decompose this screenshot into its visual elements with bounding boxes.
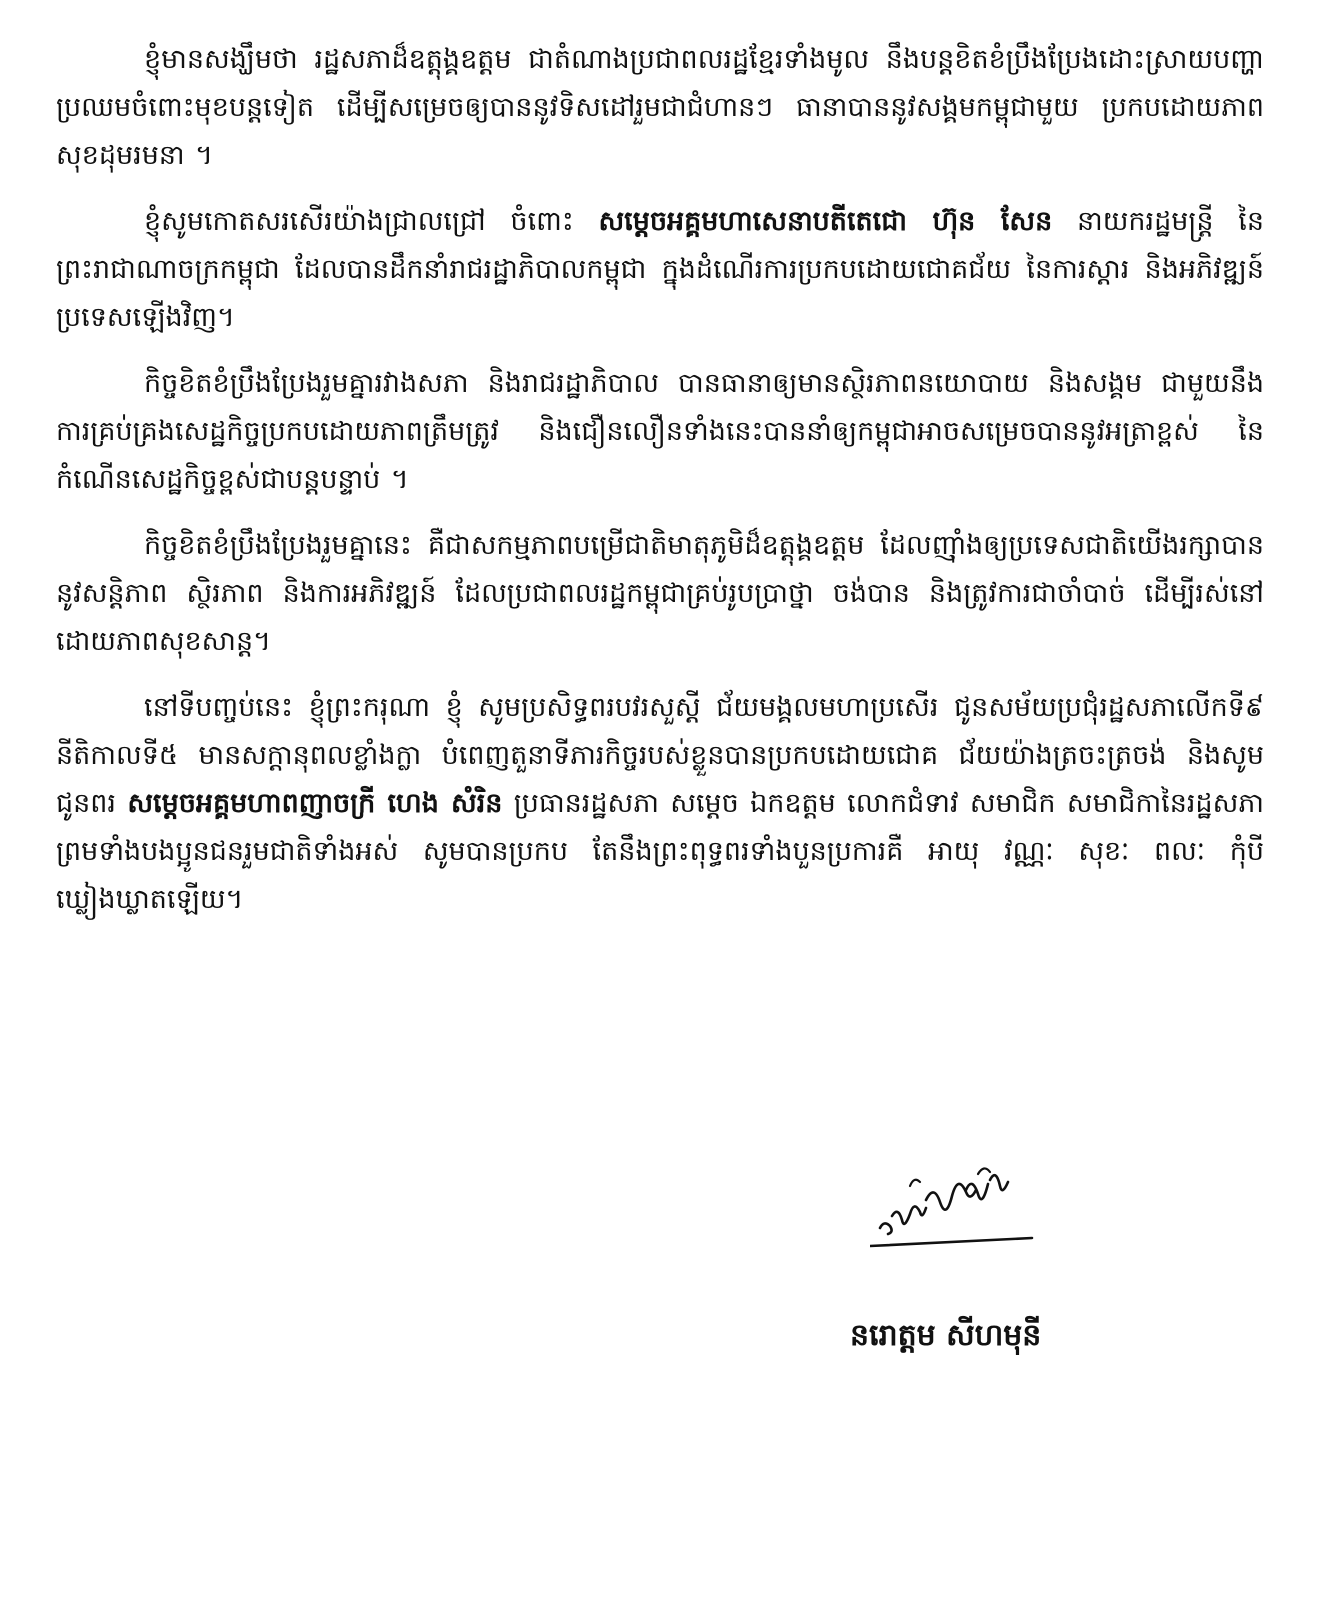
paragraph-text-start: ខ្ញុំសូមកោតសរសើរយ៉ាងជ្រាលជ្រៅ ចំពោះ xyxy=(144,206,599,237)
paragraph-text-start: នៅទីបញ្ចប់នេះ ខ្ញុំព្រះករុណា ខ្ញុំ សូមប្រសិទ្ធពរបវរសួស្តី ជ័យមង្គលមហាប្រសើរ ជូនសម័យប្រជុំរដ្ឋសភាលើកទី៩ នីតិកាលទី៥ មានសក្តានុពលខ្លាំងក្លា បំពេញតួនាទីភារកិច្ចរបស់ខ្លួនបានប្រកបដោយជោគ ជ័យយ៉ាងត្រចះត្រចង់ និងសូមជូនពរ xyxy=(56,692,1264,819)
handwritten-signature xyxy=(870,1160,1040,1260)
signer-name: នរោត្តម សីហមុនី xyxy=(850,1318,1042,1353)
prime-minister-name: សម្តេចអគ្គមហាសេនាបតីតេជោ ហ៊ុន សែន xyxy=(598,206,1053,237)
paragraph-text-end: នាយករដ្ឋមន្ត្រី នៃព្រះរាជាណាចក្រកម្ពុជា ដែលបានដឹកនាំរាជរដ្ឋាភិបាលកម្ពុជា ក្នុងដំណើរការប្រកបដោយជោគជ័យ នៃការស្តារ និងអភិវឌ្ឍន៍ប្រទេសឡើងវិញ។ xyxy=(56,206,1264,333)
paragraph-closing-blessing xyxy=(56,684,1264,924)
letter-body xyxy=(56,36,1264,942)
assembly-president-name: សម្តេចអគ្គមហាពញាចក្រី ហេង សំរិន xyxy=(127,788,503,819)
paragraph-hope-national-assembly: ខ្ញុំមានសង្ឃឹមថា រដ្ឋសភាដ៏ឧត្តុង្គឧត្តម ជាតំណាងប្រជាពលរដ្ឋខ្មែរទាំងមូល នឹងបន្តខិតខំប្រឹងប្រែងដោះស្រាយបញ្ហាប្រឈមចំពោះមុខបន្តទៀត ដើម្បីសម្រេចឲ្យបាននូវទិសដៅរួមជាជំហានៗ ធានាបាននូវសង្គមកម្ពុជាមួយ ប្រកបដោយភាពសុខដុមរមនា ។ xyxy=(56,44,1264,171)
paragraph-joint-efforts: កិច្ចខិតខំប្រឹងប្រែងរួមគ្នារវាងសភា និងរាជរដ្ឋាភិបាល បានធានាឲ្យមានស្ថិរភាពនយោបាយ និងសង្គម ជាមួយនឹងការគ្រប់គ្រងសេដ្ឋកិច្ចប្រកបដោយភាពត្រឹមត្រូវ និងជឿនលឿនទាំងនេះបាននាំឲ្យកម្ពុជាអាចសម្រេចបាននូវអត្រាខ្ពស់ នៃកំណើនសេដ្ឋកិច្ចខ្ពស់ជាបន្តបន្ទាប់ ។ xyxy=(56,368,1264,495)
paragraph-national-service: កិច្ចខិតខំប្រឹងប្រែងរួមគ្នានេះ គឺជាសកម្មភាពបម្រើជាតិមាតុភូមិដ៏ឧត្តុង្គឧត្តម ដែលញ៉ាំងឲ្យប្រទេសជាតិយើងរក្សាបាននូវសន្តិភាព ស្ថិរភាព និងការអភិវឌ្ឍន៍ ដែលប្រជាពលរដ្ឋកម្ពុជាគ្រប់រូបប្រាថ្នា ចង់បាន និងត្រូវការជាចាំបាច់ ដើម្បីរស់នៅដោយភាពសុខសាន្ត។ xyxy=(56,530,1264,657)
paragraph-praise-prime-minister xyxy=(56,198,1264,342)
paragraph-text-end: ប្រធានរដ្ឋសភា សម្តេច ឯកឧត្តម លោកជំទាវ សមាជិក សមាជិកានៃរដ្ឋសភា ព្រមទាំងបងប្អូនជនរួមជាតិទាំងអស់ សូមបានប្រកប តែនឹងព្រះពុទ្ធពរទាំងបួនប្រការគឺ អាយុ វណ្ណៈ សុខៈ ពលៈ កុំបីឃ្លៀងឃ្លាតឡើយ។ xyxy=(56,788,1264,915)
